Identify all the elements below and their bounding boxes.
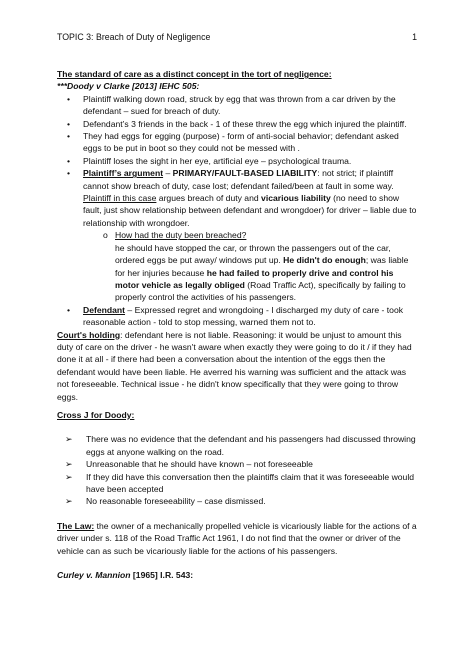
arrow-bullet-icon: ➢ [65, 496, 73, 507]
list-item: • Plaintiff walking down road, struck by egg that was thrown from a car driven by the defendant – sued for breach of duty. [67, 93, 396, 117]
list-item: • Defendant’s 3 friends in the back - 1 of these threw the egg which injured the plaintiff. [67, 118, 407, 129]
the-law-paragraph: The Law: the owner of a mechanically propelled vehicle is vicariously liable for the actions of a driver under s. 118 of the Road Traffic Act 1961, I do not find that the owner or driver of the vehicle can as such be vicariously liable for the actions of his passengers. [57, 520, 417, 556]
defendant-list [57, 304, 419, 329]
defendant-item: • Defendant – Expressed regret and wrongdoing - I discharged my duty of care - took reasonable action - told to stop messing, warned them not to. [67, 304, 404, 328]
bullet-icon: • [67, 131, 71, 142]
arrow-bullet-icon: ➢ [65, 471, 73, 482]
list-item: ➢ No reasonable foreseeability – case dismissed. [65, 496, 266, 507]
arrow-bullet-icon: ➢ [65, 434, 73, 445]
crossj-heading: Cross J for Doody: [57, 409, 135, 420]
bullet-icon: • [67, 168, 71, 179]
arrow-bullet-icon: ➢ [65, 459, 73, 470]
facts-list [57, 93, 419, 229]
bullet-icon: • [67, 304, 71, 315]
list-item: • They had eggs for egging (purpose) - form of anti-social behavior; defendant asked eggs to be put in boot so they could not be messed with . [67, 131, 399, 154]
section-heading: The standard of care as a distinct concept in the tort of negligence: [57, 69, 332, 79]
sub-question: o How had the duty been breached? [103, 230, 247, 241]
header-title: TOPIC 3: Breach of Duty of Negligence [57, 32, 211, 42]
bullet-icon: • [67, 93, 71, 104]
crossj-list [57, 433, 419, 507]
page-number: 1 [412, 32, 417, 42]
case-title-curley: Curley v. Mannion [1965] I.R. 543: [57, 570, 194, 581]
list-item: • Plaintiff loses the sight in her eye, artificial eye – psychological trauma. [67, 155, 352, 166]
list-item: ➢ Unreasonable that he should have known – not foreseeable [65, 459, 313, 470]
list-item: ➢ There was no evidence that the defendant and his passengers had discussed throwing eggs at anyone walking on the road. [65, 434, 416, 457]
bullet-icon: • [67, 118, 71, 129]
circle-bullet-icon: o [103, 230, 108, 241]
courts-holding: Court's holding: defendant here is not liable. Reasoning: it would be unjust to amount this duty of care on the driver - he wasn't aware when exactly they were going to do it / if they had done it at all - if there had been a conversation about the intention of the eggs then the defendant would have been liable. He averred his warning was sufficient and the attack was not foreseeable. Technical issue - he didn't know specifically that they were going to throw eggs. [57, 329, 412, 402]
list-item: ➢ If they did have this conversation then the plaintiffs claim that it was foreseeable would have been accepted [65, 471, 415, 494]
bullet-icon: • [67, 155, 71, 166]
document-body [57, 68, 419, 581]
sub-answer: he should have stopped the car, or thrown the passengers out of the car, ordered eggs be put away/ windows put up. He didn't do enough; was liable for her injuries because he had failed to properly drive and control his motor vehicle as legally obliged (Road Traffic Act), specifically by failing to properly control the activities of his passengers. [115, 242, 409, 303]
page-header [57, 31, 417, 43]
case-title-doody: ***Doody v Clarke [2013] IEHC 505: [57, 81, 200, 92]
plaintiff-argument-item: • Plaintiff’s argument – PRIMARY/FAULT-BASED LIABILITY: not strict; if plaintiff cannot show breach of duty, case lost; defendant failed/been at fault in some way. Plaintiff in this case argues breach of duty and vicarious liability (no need to show fault, just show relationship between defendant and wrongdoer) for driver – liable due to relationship with wrongdoer. [67, 168, 417, 228]
